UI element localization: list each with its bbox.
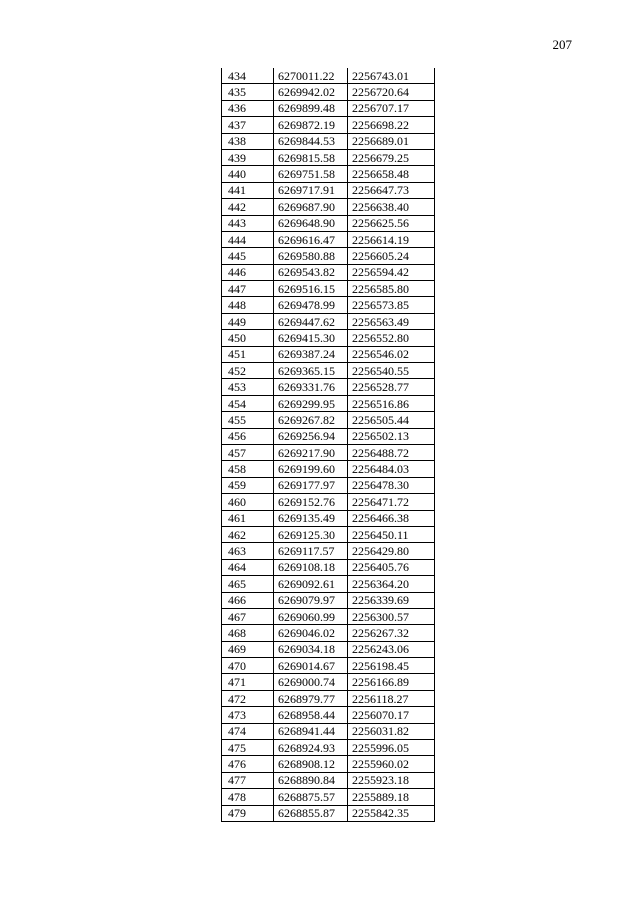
point-number-cell: 463 xyxy=(222,543,274,559)
point-number-cell: 451 xyxy=(222,346,274,362)
table-row xyxy=(222,772,435,788)
table-row xyxy=(222,231,435,247)
point-number-cell: 471 xyxy=(222,674,274,690)
table-row xyxy=(222,100,435,116)
x-coordinate-cell: 6269899.48 xyxy=(274,100,348,116)
point-number-cell: 460 xyxy=(222,494,274,510)
point-number-cell: 456 xyxy=(222,428,274,444)
table-row xyxy=(222,68,435,84)
table-row xyxy=(222,592,435,608)
point-number-cell: 464 xyxy=(222,559,274,575)
y-coordinate-cell: 2256505.44 xyxy=(348,412,435,428)
x-coordinate-cell: 6269815.58 xyxy=(274,149,348,165)
point-number-cell: 448 xyxy=(222,297,274,313)
y-coordinate-cell: 2256679.25 xyxy=(348,149,435,165)
table-row xyxy=(222,346,435,362)
y-coordinate-cell: 2256546.02 xyxy=(348,346,435,362)
y-coordinate-cell: 2256429.80 xyxy=(348,543,435,559)
y-coordinate-cell: 2256698.22 xyxy=(348,117,435,133)
table-row xyxy=(222,625,435,641)
y-coordinate-cell: 2255923.18 xyxy=(348,772,435,788)
point-number-cell: 468 xyxy=(222,625,274,641)
point-number-cell: 478 xyxy=(222,789,274,805)
table-row xyxy=(222,363,435,379)
table-row xyxy=(222,494,435,510)
table-row xyxy=(222,215,435,231)
point-number-cell: 465 xyxy=(222,576,274,592)
x-coordinate-cell: 6269872.19 xyxy=(274,117,348,133)
point-number-cell: 441 xyxy=(222,182,274,198)
point-number-cell: 472 xyxy=(222,690,274,706)
y-coordinate-cell: 2256364.20 xyxy=(348,576,435,592)
y-coordinate-cell: 2256516.86 xyxy=(348,395,435,411)
y-coordinate-cell: 2256466.38 xyxy=(348,510,435,526)
x-coordinate-cell: 6269152.76 xyxy=(274,494,348,510)
y-coordinate-cell: 2256689.01 xyxy=(348,133,435,149)
x-coordinate-cell: 6269256.94 xyxy=(274,428,348,444)
table-row xyxy=(222,559,435,575)
point-number-cell: 458 xyxy=(222,461,274,477)
x-coordinate-cell: 6269267.82 xyxy=(274,412,348,428)
table-row xyxy=(222,330,435,346)
y-coordinate-cell: 2256573.85 xyxy=(348,297,435,313)
point-number-cell: 462 xyxy=(222,526,274,542)
y-coordinate-cell: 2256166.89 xyxy=(348,674,435,690)
coordinates-table-body xyxy=(222,68,435,821)
point-number-cell: 469 xyxy=(222,641,274,657)
y-coordinate-cell: 2255842.35 xyxy=(348,805,435,821)
x-coordinate-cell: 6269648.90 xyxy=(274,215,348,231)
point-number-cell: 459 xyxy=(222,477,274,493)
point-number-cell: 466 xyxy=(222,592,274,608)
y-coordinate-cell: 2256594.42 xyxy=(348,264,435,280)
y-coordinate-cell: 2256484.03 xyxy=(348,461,435,477)
point-number-cell: 450 xyxy=(222,330,274,346)
y-coordinate-cell: 2256031.82 xyxy=(348,723,435,739)
point-number-cell: 457 xyxy=(222,444,274,460)
y-coordinate-cell: 2256605.24 xyxy=(348,248,435,264)
x-coordinate-cell: 6269580.88 xyxy=(274,248,348,264)
point-number-cell: 449 xyxy=(222,313,274,329)
x-coordinate-cell: 6269478.99 xyxy=(274,297,348,313)
point-number-cell: 443 xyxy=(222,215,274,231)
y-coordinate-cell: 2256405.76 xyxy=(348,559,435,575)
y-coordinate-cell: 2256488.72 xyxy=(348,444,435,460)
coordinates-table xyxy=(221,68,435,822)
y-coordinate-cell: 2256743.01 xyxy=(348,68,435,84)
point-number-cell: 477 xyxy=(222,772,274,788)
x-coordinate-cell: 6269415.30 xyxy=(274,330,348,346)
x-coordinate-cell: 6269135.49 xyxy=(274,510,348,526)
x-coordinate-cell: 6268855.87 xyxy=(274,805,348,821)
table-row xyxy=(222,199,435,215)
point-number-cell: 436 xyxy=(222,100,274,116)
x-coordinate-cell: 6269447.62 xyxy=(274,313,348,329)
y-coordinate-cell: 2256450.11 xyxy=(348,526,435,542)
table-row xyxy=(222,740,435,756)
y-coordinate-cell: 2256707.17 xyxy=(348,100,435,116)
y-coordinate-cell: 2256267.32 xyxy=(348,625,435,641)
x-coordinate-cell: 6269299.95 xyxy=(274,395,348,411)
point-number-cell: 474 xyxy=(222,723,274,739)
table-row xyxy=(222,658,435,674)
table-row xyxy=(222,248,435,264)
y-coordinate-cell: 2256540.55 xyxy=(348,363,435,379)
x-coordinate-cell: 6269844.53 xyxy=(274,133,348,149)
x-coordinate-cell: 6269331.76 xyxy=(274,379,348,395)
x-coordinate-cell: 6269942.02 xyxy=(274,84,348,100)
y-coordinate-cell: 2255996.05 xyxy=(348,740,435,756)
point-number-cell: 435 xyxy=(222,84,274,100)
y-coordinate-cell: 2256552.80 xyxy=(348,330,435,346)
x-coordinate-cell: 6268958.44 xyxy=(274,707,348,723)
x-coordinate-cell: 6269046.02 xyxy=(274,625,348,641)
point-number-cell: 447 xyxy=(222,281,274,297)
point-number-cell: 445 xyxy=(222,248,274,264)
x-coordinate-cell: 6268875.57 xyxy=(274,789,348,805)
y-coordinate-cell: 2256614.19 xyxy=(348,231,435,247)
x-coordinate-cell: 6270011.22 xyxy=(274,68,348,84)
x-coordinate-cell: 6269365.15 xyxy=(274,363,348,379)
y-coordinate-cell: 2256243.06 xyxy=(348,641,435,657)
table-row xyxy=(222,133,435,149)
y-coordinate-cell: 2256339.69 xyxy=(348,592,435,608)
table-row xyxy=(222,412,435,428)
x-coordinate-cell: 6269079.97 xyxy=(274,592,348,608)
y-coordinate-cell: 2256638.40 xyxy=(348,199,435,215)
point-number-cell: 470 xyxy=(222,658,274,674)
x-coordinate-cell: 6269092.61 xyxy=(274,576,348,592)
point-number-cell: 438 xyxy=(222,133,274,149)
point-number-cell: 475 xyxy=(222,740,274,756)
table-row xyxy=(222,526,435,542)
point-number-cell: 446 xyxy=(222,264,274,280)
point-number-cell: 442 xyxy=(222,199,274,215)
y-coordinate-cell: 2256563.49 xyxy=(348,313,435,329)
point-number-cell: 444 xyxy=(222,231,274,247)
y-coordinate-cell: 2256720.64 xyxy=(348,84,435,100)
y-coordinate-cell: 2256625.56 xyxy=(348,215,435,231)
x-coordinate-cell: 6268908.12 xyxy=(274,756,348,772)
table-row xyxy=(222,379,435,395)
x-coordinate-cell: 6269108.18 xyxy=(274,559,348,575)
point-number-cell: 461 xyxy=(222,510,274,526)
y-coordinate-cell: 2255889.18 xyxy=(348,789,435,805)
y-coordinate-cell: 2255960.02 xyxy=(348,756,435,772)
x-coordinate-cell: 6268924.93 xyxy=(274,740,348,756)
table-row xyxy=(222,543,435,559)
point-number-cell: 440 xyxy=(222,166,274,182)
table-row xyxy=(222,395,435,411)
x-coordinate-cell: 6269616.47 xyxy=(274,231,348,247)
point-number-cell: 437 xyxy=(222,117,274,133)
table-row xyxy=(222,166,435,182)
table-row xyxy=(222,281,435,297)
table-row xyxy=(222,690,435,706)
y-coordinate-cell: 2256478.30 xyxy=(348,477,435,493)
y-coordinate-cell: 2256585.80 xyxy=(348,281,435,297)
point-number-cell: 479 xyxy=(222,805,274,821)
table-row xyxy=(222,805,435,821)
x-coordinate-cell: 6269751.58 xyxy=(274,166,348,182)
table-row xyxy=(222,182,435,198)
y-coordinate-cell: 2256118.27 xyxy=(348,690,435,706)
y-coordinate-cell: 2256647.73 xyxy=(348,182,435,198)
table-row xyxy=(222,313,435,329)
x-coordinate-cell: 6269034.18 xyxy=(274,641,348,657)
table-row xyxy=(222,117,435,133)
table-row xyxy=(222,756,435,772)
point-number-cell: 452 xyxy=(222,363,274,379)
table-row xyxy=(222,428,435,444)
table-row xyxy=(222,149,435,165)
table-row xyxy=(222,789,435,805)
x-coordinate-cell: 6269543.82 xyxy=(274,264,348,280)
x-coordinate-cell: 6269199.60 xyxy=(274,461,348,477)
x-coordinate-cell: 6269516.15 xyxy=(274,281,348,297)
x-coordinate-cell: 6268890.84 xyxy=(274,772,348,788)
x-coordinate-cell: 6269687.90 xyxy=(274,199,348,215)
x-coordinate-cell: 6269387.24 xyxy=(274,346,348,362)
x-coordinate-cell: 6269177.97 xyxy=(274,477,348,493)
x-coordinate-cell: 6268941.44 xyxy=(274,723,348,739)
y-coordinate-cell: 2256300.57 xyxy=(348,608,435,624)
y-coordinate-cell: 2256502.13 xyxy=(348,428,435,444)
point-number-cell: 473 xyxy=(222,707,274,723)
table-row xyxy=(222,641,435,657)
y-coordinate-cell: 2256471.72 xyxy=(348,494,435,510)
y-coordinate-cell: 2256198.45 xyxy=(348,658,435,674)
point-number-cell: 454 xyxy=(222,395,274,411)
x-coordinate-cell: 6269014.67 xyxy=(274,658,348,674)
x-coordinate-cell: 6269000.74 xyxy=(274,674,348,690)
x-coordinate-cell: 6269717.91 xyxy=(274,182,348,198)
x-coordinate-cell: 6269217.90 xyxy=(274,444,348,460)
y-coordinate-cell: 2256070.17 xyxy=(348,707,435,723)
point-number-cell: 439 xyxy=(222,149,274,165)
x-coordinate-cell: 6268979.77 xyxy=(274,690,348,706)
table-row xyxy=(222,477,435,493)
table-row xyxy=(222,707,435,723)
point-number-cell: 455 xyxy=(222,412,274,428)
point-number-cell: 467 xyxy=(222,608,274,624)
table-row xyxy=(222,674,435,690)
x-coordinate-cell: 6269060.99 xyxy=(274,608,348,624)
y-coordinate-cell: 2256528.77 xyxy=(348,379,435,395)
table-row xyxy=(222,84,435,100)
table-row xyxy=(222,723,435,739)
point-number-cell: 476 xyxy=(222,756,274,772)
point-number-cell: 453 xyxy=(222,379,274,395)
table-row xyxy=(222,264,435,280)
table-row xyxy=(222,510,435,526)
table-row xyxy=(222,444,435,460)
x-coordinate-cell: 6269117.57 xyxy=(274,543,348,559)
table-row xyxy=(222,576,435,592)
table-row xyxy=(222,297,435,313)
point-number-cell: 434 xyxy=(222,68,274,84)
table-row xyxy=(222,461,435,477)
y-coordinate-cell: 2256658.48 xyxy=(348,166,435,182)
table-row xyxy=(222,608,435,624)
x-coordinate-cell: 6269125.30 xyxy=(274,526,348,542)
page-number: 207 xyxy=(552,37,572,52)
